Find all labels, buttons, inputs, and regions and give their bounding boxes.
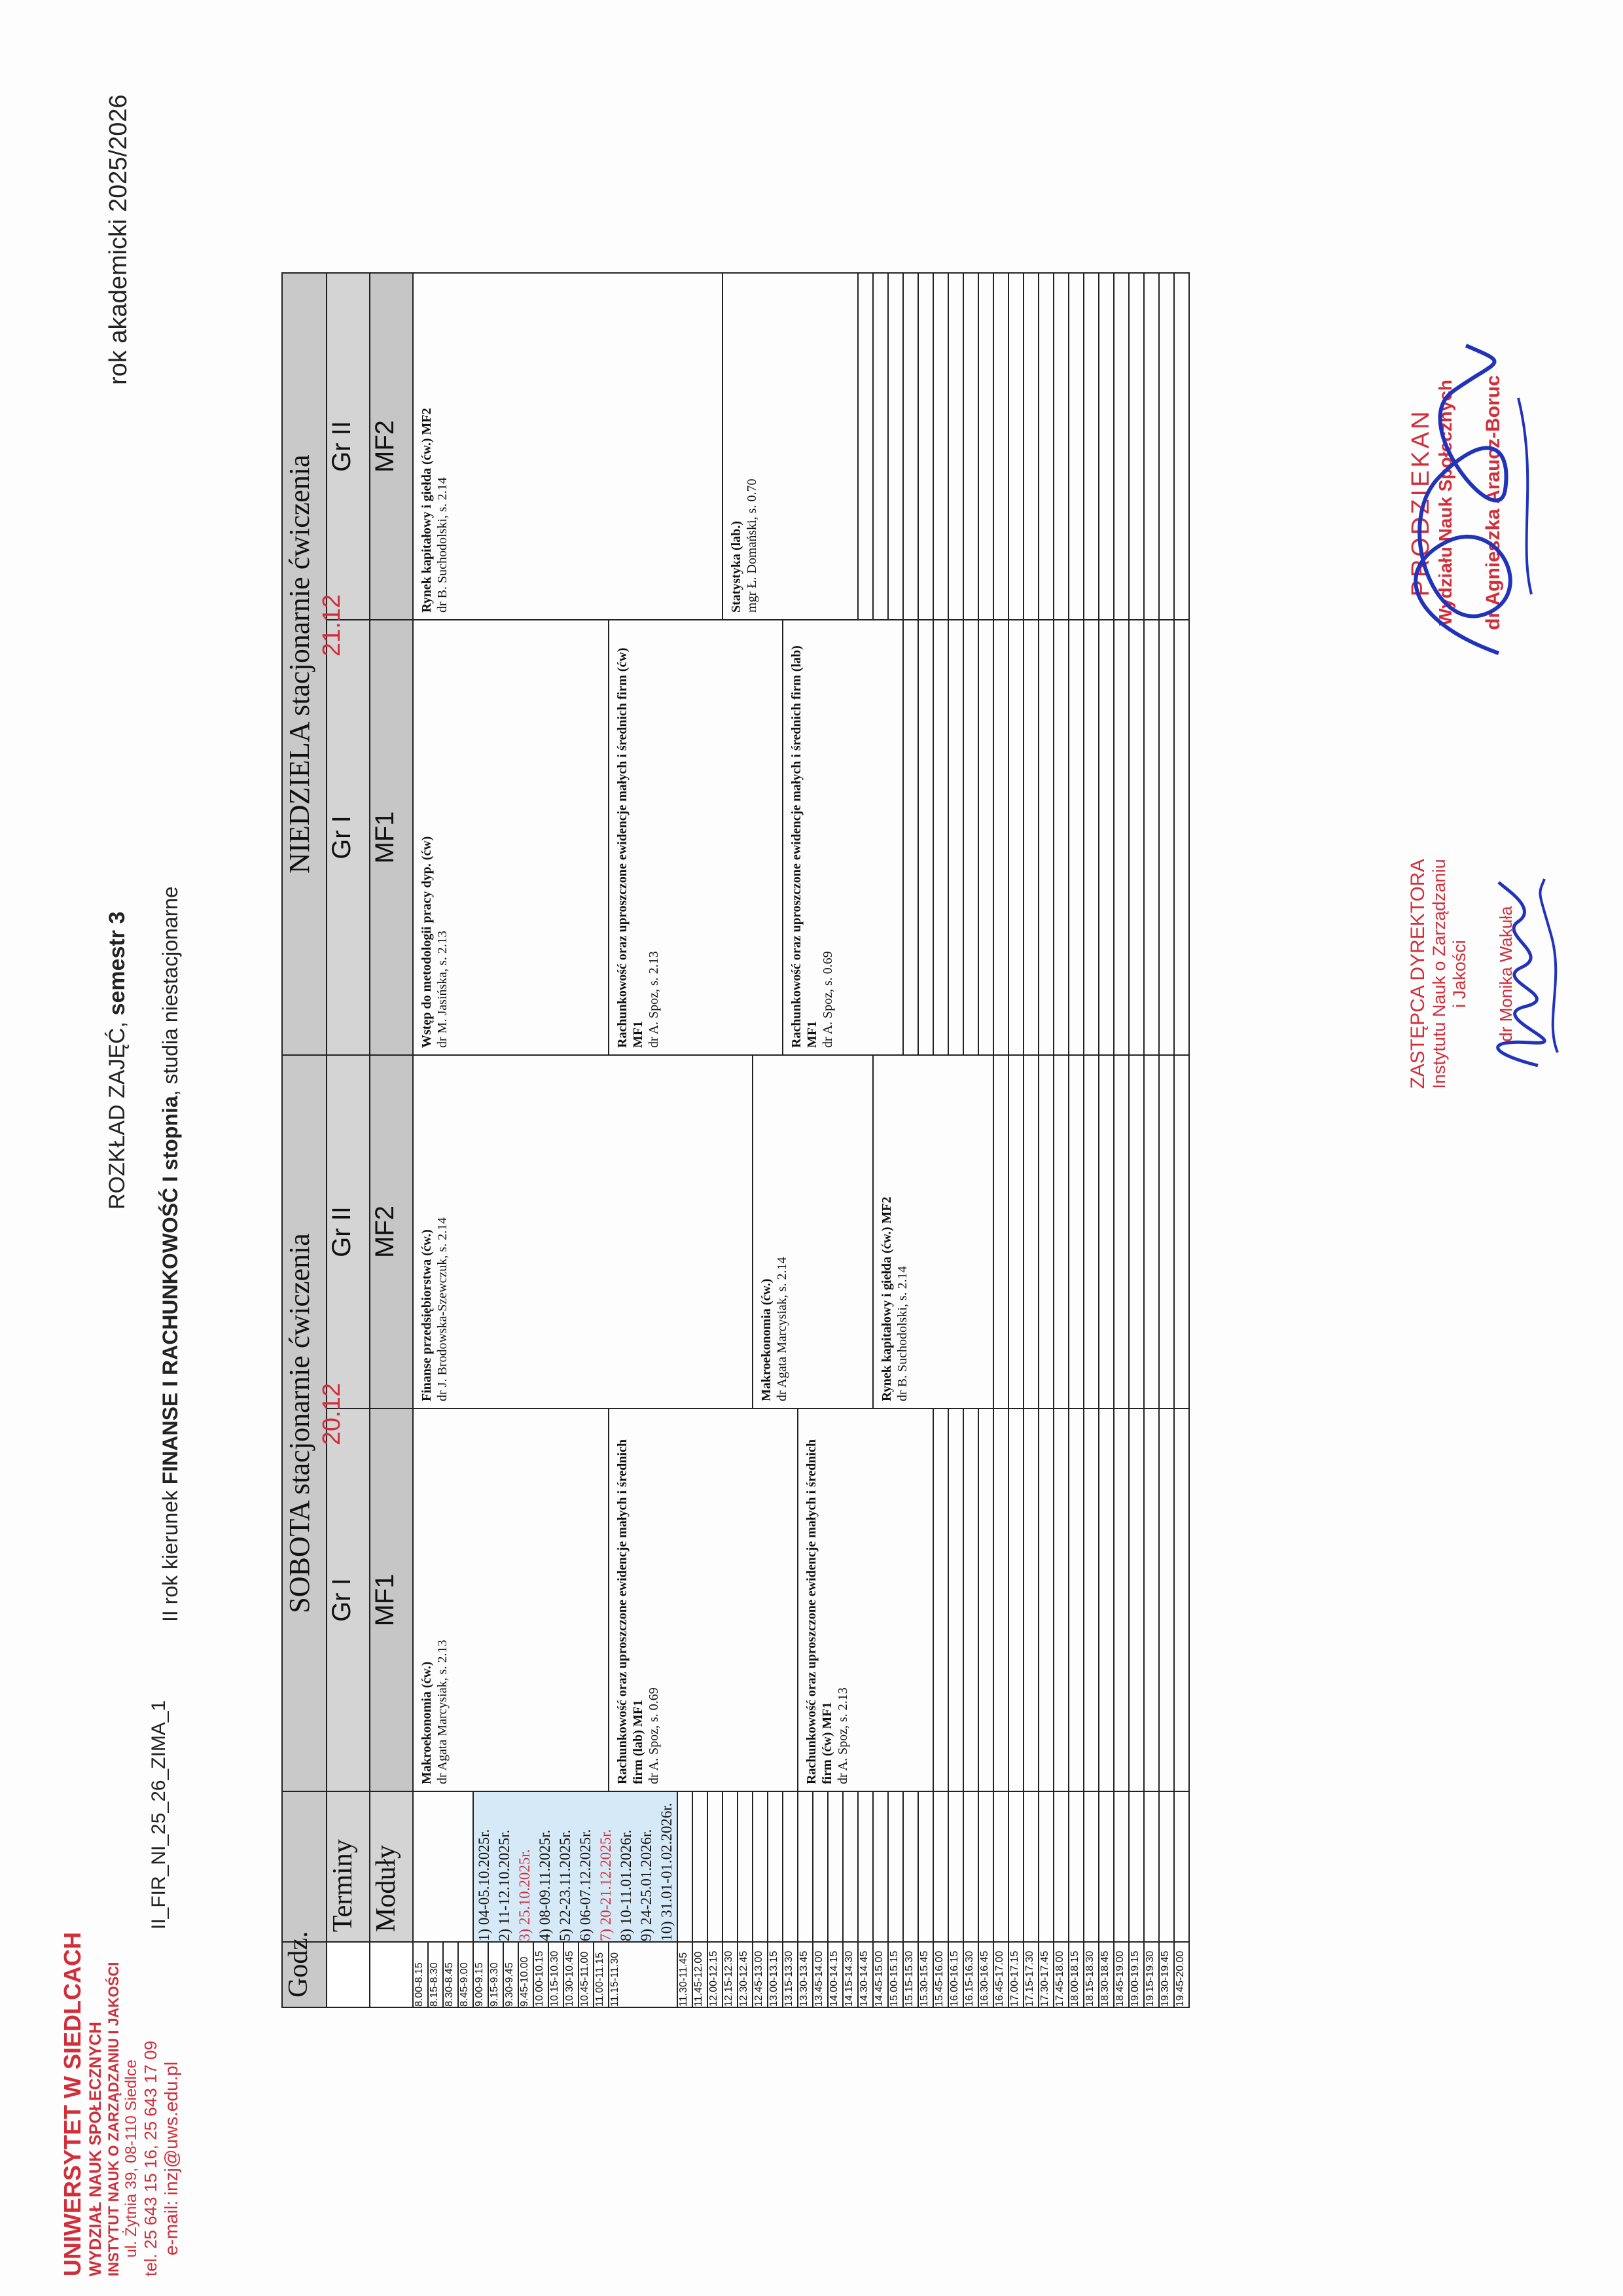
time-slot: 10.00-10.15 (533, 1942, 548, 2007)
empty-slot (1039, 1408, 1054, 1791)
terms-blank (1159, 1791, 1174, 1942)
class-title: Makroekonomia (ćw.) (759, 1278, 774, 1401)
sun-gr1-label: Gr I (327, 816, 356, 859)
class-teacher: dr M. Jasińska, s. 2.13 (435, 931, 450, 1048)
empty-slot (1039, 620, 1054, 1055)
terms-blank (1054, 1791, 1069, 1942)
empty-slot (963, 1408, 978, 1791)
empty-slot (1174, 620, 1189, 1055)
deputy-name: dr Monika Wakuła (1496, 906, 1516, 1042)
empty-slot (903, 273, 918, 620)
terms-blank (1099, 1791, 1114, 1942)
empty-slot (993, 620, 1008, 1055)
time-slot: 8.45-9.00 (458, 1942, 473, 2007)
time-slot: 19.45-20.00 (1174, 1942, 1189, 2007)
sat-gr1-label: Gr I (327, 1578, 356, 1622)
empty-slot (888, 273, 903, 620)
term-item: 5) 22-23.11.2025r. (557, 1829, 573, 1941)
time-slot: 11.00-11.15 (594, 1942, 609, 2007)
class-teacher: dr A. Spoz, s. 2.13 (647, 951, 661, 1048)
empty-slot (1084, 620, 1099, 1055)
terms-list (473, 1791, 677, 1942)
terms-blank (1039, 1791, 1054, 1942)
time-slot: 9.45-10.00 (518, 1942, 533, 2007)
terms-blank (828, 1791, 843, 1942)
terms-blank (813, 1791, 828, 1942)
empty-slot (993, 273, 1008, 620)
empty-slot (1024, 1408, 1039, 1791)
time-slot: 17.45-18.00 (1054, 1942, 1069, 2007)
empty-slot (1008, 1408, 1024, 1791)
time-slot: 16.15-16.30 (963, 1942, 978, 2007)
empty-slot (1174, 1408, 1189, 1791)
empty-slot (1129, 620, 1144, 1055)
time-slot: 15.15-15.30 (903, 1942, 918, 2007)
time-slot: 12.15-12.30 (722, 1942, 738, 2007)
empty-slot (1114, 273, 1129, 620)
time-slot: 18.00-18.15 (1069, 1942, 1084, 2007)
terms-blank (888, 1791, 903, 1942)
sat-mf1: MF1 (370, 1408, 413, 1791)
class-block (413, 273, 722, 620)
deputy-unit: Instytutu Nauk o Zarządzaniu (1429, 859, 1449, 1089)
institution-name: UNIWERSYTET W SIEDLCACH (59, 1932, 86, 2276)
blank-cell (327, 1942, 370, 2007)
moduly-label: Moduły (370, 1791, 413, 1942)
empty-slot (1159, 620, 1174, 1055)
empty-slot (1084, 1408, 1099, 1791)
dean-name: dr Agnieszka Araucz-Boruc (1482, 375, 1504, 630)
time-slot: 19.30-19.45 (1159, 1942, 1174, 2007)
class-teacher: dr A. Spoz, s. 0.69 (821, 951, 835, 1048)
terms-blank (873, 1791, 888, 1942)
class-block (609, 1408, 798, 1791)
time-slot: 13.15-13.30 (783, 1942, 798, 2007)
terms-blank (738, 1791, 753, 1942)
terminy-label: Terminy (327, 1791, 370, 1942)
time-slot: 19.00-19.15 (1129, 1942, 1144, 2007)
term-item: 9) 24-25.01.2026r. (638, 1829, 654, 1941)
terms-blank (753, 1791, 768, 1942)
empty-slot (1144, 1408, 1159, 1791)
time-slot: 10.30-10.45 (563, 1942, 579, 2007)
time-slot: 12.00-12.15 (707, 1942, 722, 2007)
time-slot: 14.45-15.00 (873, 1942, 888, 2007)
class-title: Statystyka (lab.) (729, 520, 743, 613)
institution-stamp (59, 1932, 182, 2276)
empty-slot (918, 620, 933, 1055)
terms-blank (843, 1791, 858, 1942)
time-slot: 12.45-13.00 (753, 1942, 768, 2007)
deputy-signature (1459, 869, 1571, 1079)
time-slot: 14.00-14.15 (828, 1942, 843, 2007)
empty-slot (1069, 1055, 1084, 1408)
title-semester: semestr 3 (105, 911, 130, 1016)
empty-slot (1129, 1408, 1144, 1791)
subtitle-prefix: II rok kierunek (158, 1484, 182, 1622)
time-slot: 9.30-9.45 (503, 1942, 518, 2007)
empty-slot (1008, 620, 1024, 1055)
sun-gr1 (318, 594, 370, 1055)
time-slot: 9.15-9.30 (488, 1942, 503, 2007)
time-row (1129, 273, 1144, 2007)
time-row (1099, 273, 1114, 2007)
empty-slot (978, 273, 993, 620)
time-slot: 13.30-13.45 (798, 1942, 813, 2007)
terms-blank (933, 1791, 948, 1942)
empty-slot (1159, 1408, 1174, 1791)
class-title: Rachunkowość oraz uproszczone ewidencje małych i średnich firm (ćw) MF1 (804, 1439, 834, 1784)
empty-slot (918, 273, 933, 620)
time-slot: 11.30-11.45 (677, 1942, 692, 2007)
class-block (873, 1055, 993, 1408)
sun-mf1: MF1 (370, 620, 413, 1055)
empty-slot (948, 620, 963, 1055)
class-title: Makroekonomia (ćw.) (419, 1661, 434, 1784)
terms-blank (1084, 1791, 1099, 1942)
terms-blank (948, 1791, 963, 1942)
time-slot: 8.00-8.15 (413, 1942, 428, 2007)
time-slot: 15.45-16.00 (933, 1942, 948, 2007)
time-slot: 10.45-11.00 (579, 1942, 594, 2007)
class-block (798, 1408, 933, 1791)
empty-slot (1129, 273, 1144, 620)
terms-blank (768, 1791, 783, 1942)
class-block (609, 620, 783, 1055)
class-title: Rynek kapitałowy i giełda (ćw.) MF2 (880, 1196, 894, 1401)
time-row (1069, 273, 1084, 2007)
empty-slot (1084, 273, 1099, 620)
time-slot: 11.15-11.30 (609, 1942, 677, 2007)
class-block (413, 620, 609, 1055)
time-row (1084, 273, 1099, 2007)
time-slot: 11.45-12.00 (692, 1942, 707, 2007)
time-row (1024, 273, 1039, 2007)
empty-slot (963, 273, 978, 620)
empty-slot (963, 620, 978, 1055)
doc-code: II_FIR_NI_25_26_ZIMA_1 (148, 1700, 169, 1929)
terms-blank (918, 1791, 933, 1942)
terms-blank (858, 1791, 873, 1942)
term-item: 10) 31.01-01.02.2026r. (658, 1803, 675, 1941)
class-block (413, 1408, 609, 1791)
empty-slot (873, 273, 888, 620)
empty-slot (1099, 1055, 1114, 1408)
time-row (1144, 273, 1159, 2007)
empty-slot (1054, 1055, 1069, 1408)
sunday-label: NIEDZIELA stacjonarnie ćwiczenia (283, 454, 315, 874)
subtitle-suffix: , studia niestacjonarne (158, 886, 182, 1096)
term-item: 3) 25.10.2025r. (516, 1849, 533, 1941)
time-slot: 18.45-19.00 (1114, 1942, 1129, 2007)
empty-slot (1174, 1055, 1189, 1408)
terms-blank (978, 1791, 993, 1942)
terms-blank (963, 1791, 978, 1942)
empty-slot (1054, 620, 1069, 1055)
terms-blank (677, 1791, 692, 1942)
class-block (753, 1055, 873, 1408)
class-teacher: dr A. Spoz, s. 0.69 (647, 1687, 661, 1784)
institution-email: e-mail: inzj@uws.edu.pl (161, 2061, 181, 2256)
class-teacher: mgr Ł. Domański, s. 0.70 (745, 478, 759, 613)
time-slot: 16.45-17.00 (993, 1942, 1008, 2007)
terms-blank (993, 1791, 1008, 1942)
time-slot: 10.15-10.30 (548, 1942, 563, 2007)
empty-slot (1144, 1055, 1159, 1408)
class-teacher: dr Agata Marcysiak, s. 2.13 (435, 1640, 450, 1784)
terms-blank (1008, 1791, 1024, 1942)
time-slot: 17.30-17.45 (1039, 1942, 1054, 2007)
empty-slot (1039, 1055, 1054, 1408)
terms-blank (722, 1791, 738, 1942)
time-row (1159, 273, 1174, 2007)
faculty-name: WYDZIAŁ NAUK SPOŁECZNYCH (86, 2022, 105, 2276)
time-slot: 19.15-19.30 (1144, 1942, 1159, 2007)
time-slot: 16.30-16.45 (978, 1942, 993, 2007)
class-title: Finanse przedsiębiorstwa (ćw.) (419, 1229, 434, 1401)
empty-slot (1054, 273, 1069, 620)
class-title: Wstęp do metodologii pracy dyp. (ćw) (419, 836, 434, 1048)
header-row-days (282, 273, 327, 2007)
term-item: 7) 20-21.12.2025r. (597, 1829, 614, 1941)
sat-mf2: MF2 (370, 1055, 413, 1408)
schedule-table (281, 272, 1190, 2008)
empty-slot (1069, 273, 1084, 620)
time-slot: 12.30-12.45 (738, 1942, 753, 2007)
time-slot: 15.00-15.15 (888, 1942, 903, 2007)
subtitle-major: FINANSE I RACHUNKOWOŚĆ I stopnia (158, 1096, 182, 1485)
empty-slot (1114, 1055, 1129, 1408)
terms-blank (707, 1791, 722, 1942)
terms-blank (783, 1791, 798, 1942)
dean-title: PRODZIEKAN (1407, 408, 1435, 597)
terms-blank (1114, 1791, 1129, 1942)
time-slot: 14.15-14.30 (843, 1942, 858, 2007)
term-item: 4) 08-09.11.2025r. (537, 1829, 553, 1941)
sat-gr2: Gr II (327, 1055, 370, 1408)
time-slot: 17.00-17.15 (1008, 1942, 1024, 2007)
term-item: 8) 10-11.01.2026r. (618, 1829, 634, 1941)
terms-blank (1024, 1791, 1039, 1942)
class-title: Rachunkowość oraz uproszczone ewidencje małych i średnich firm (lab) MF1 (789, 645, 819, 1048)
time-slot: 18.15-18.30 (1084, 1942, 1099, 2007)
time-slot: 18.30-18.45 (1099, 1942, 1114, 2007)
empty-slot (1144, 273, 1159, 620)
sat-gr1 (318, 1383, 370, 1791)
institution-phone: tel. 25 643 15 16, 25 643 17 09 (141, 2041, 160, 2276)
deputy-unit2: i Jakości (1450, 940, 1469, 1008)
time-slot: 17.15-17.30 (1024, 1942, 1039, 2007)
blank-header (282, 1791, 327, 1942)
time-slot: 14.30-14.45 (858, 1942, 873, 2007)
time-slot: 13.45-14.00 (813, 1942, 828, 2007)
terms-blank (1069, 1791, 1084, 1942)
empty-slot (1144, 620, 1159, 1055)
time-row (1174, 273, 1189, 2007)
empty-slot (1159, 1055, 1174, 1408)
empty-slot (1099, 1408, 1114, 1791)
empty-slot (903, 620, 918, 1055)
terms-blank (1174, 1791, 1189, 1942)
class-block (783, 620, 903, 1055)
schedule-title (105, 912, 130, 1210)
terms-blank (903, 1791, 918, 1942)
empty-slot (993, 1055, 1008, 1408)
terms-blank (798, 1791, 813, 1942)
empty-slot (1039, 273, 1054, 620)
empty-slot (1099, 620, 1114, 1055)
dean-signature (1368, 332, 1564, 673)
title-prefix: ROZKŁAD ZAJĘĆ, (105, 1015, 130, 1210)
blank-cell (370, 1942, 413, 2007)
empty-slot (1129, 1055, 1144, 1408)
empty-slot (1099, 273, 1114, 620)
empty-slot (1024, 1055, 1039, 1408)
class-block (722, 273, 858, 620)
class-block (413, 1055, 753, 1408)
schedule-subtitle (158, 886, 183, 1622)
institute-name: INSTYTUT NAUK O ZARZĄDZANIU I JAKOŚCI (105, 1962, 122, 2276)
time-slot: 16.00-16.15 (948, 1942, 963, 2007)
header-row-modules (370, 273, 413, 2007)
time-slot: 8.30-8.45 (443, 1942, 458, 2007)
godz-label: Godz. (282, 1942, 327, 2007)
empty-slot (933, 273, 948, 620)
empty-slot (1084, 1055, 1099, 1408)
term-item: 2) 11-12.10.2025r. (496, 1829, 512, 1941)
class-teacher: dr J. Brodowska-Szewczuk, s. 2.14 (435, 1217, 450, 1401)
terms-blank (1144, 1791, 1159, 1942)
empty-slot (1069, 620, 1084, 1055)
time-slot: 9.00-9.15 (473, 1942, 488, 2007)
empty-slot (1008, 1055, 1024, 1408)
class-teacher: dr B. Suchodolski, s. 2.14 (435, 477, 450, 613)
empty-slot (978, 1408, 993, 1791)
saturday-label: SOBOTA stacjonarnie ćwiczenia (283, 1233, 315, 1613)
empty-slot (948, 1408, 963, 1791)
header-row-groups (327, 273, 370, 2007)
dean-unit: Wydziału Nauk Społecznych (1435, 379, 1455, 626)
empty-slot (1024, 273, 1039, 620)
time-row (1054, 273, 1069, 2007)
class-title: Rynek kapitałowy i giełda (ćw.) MF2 (419, 408, 434, 613)
empty-slot (1069, 1408, 1084, 1791)
term-item: 6) 06-07.12.2025r. (577, 1829, 594, 1941)
terms-blank (692, 1791, 707, 1942)
empty-slot (933, 620, 948, 1055)
empty-slot (993, 1408, 1008, 1791)
empty-slot (858, 273, 873, 620)
academic-year: rok akademicki 2025/2026 (105, 94, 132, 385)
time-slot: 13.00-13.15 (768, 1942, 783, 2007)
time-slot: 15.30-15.45 (918, 1942, 933, 2007)
terms-blank (1129, 1791, 1144, 1942)
empty-slot (1114, 620, 1129, 1055)
empty-slot (1024, 620, 1039, 1055)
empty-slot (978, 620, 993, 1055)
term-item: 1) 04-05.10.2025r. (476, 1829, 492, 1941)
class-teacher: dr A. Spoz, s. 2.13 (836, 1687, 850, 1784)
time-row (1008, 273, 1024, 2007)
time-slot: 8.15-8.30 (428, 1942, 443, 2007)
sun-gr2: Gr II (327, 273, 370, 620)
class-title: Rachunkowość oraz uproszczone ewidencje małych i średnich firm (ćw) MF1 (615, 647, 645, 1048)
sun-date: 21.12 (318, 594, 346, 657)
class-teacher: dr B. Suchodolski, s. 2.14 (895, 1266, 910, 1401)
sun-mf2: MF2 (370, 273, 413, 620)
empty-slot (933, 1408, 948, 1791)
time-row (1114, 273, 1129, 2007)
class-teacher: dr Agata Marcysiak, s. 2.14 (775, 1257, 789, 1401)
class-title: Rachunkowość oraz uproszczone ewidencje małych i średnich firm (lab) MF1 (615, 1439, 645, 1784)
empty-slot (1174, 273, 1189, 620)
terms-empty (413, 1791, 473, 1942)
empty-slot (948, 273, 963, 620)
empty-slot (1159, 273, 1174, 620)
institution-address: ul. Żytnia 39, 08-110 Siedlce (122, 2059, 140, 2258)
sunday-header (282, 273, 327, 1055)
empty-slot (1008, 273, 1024, 620)
empty-slot (1114, 1408, 1129, 1791)
time-row (993, 273, 1008, 2007)
time-row (1039, 273, 1054, 2007)
time-row (413, 273, 428, 2007)
deputy-title: ZASTĘPCA DYREKTORA (1407, 859, 1429, 1089)
empty-slot (1054, 1408, 1069, 1791)
sat-date: 20.12 (318, 1383, 346, 1446)
